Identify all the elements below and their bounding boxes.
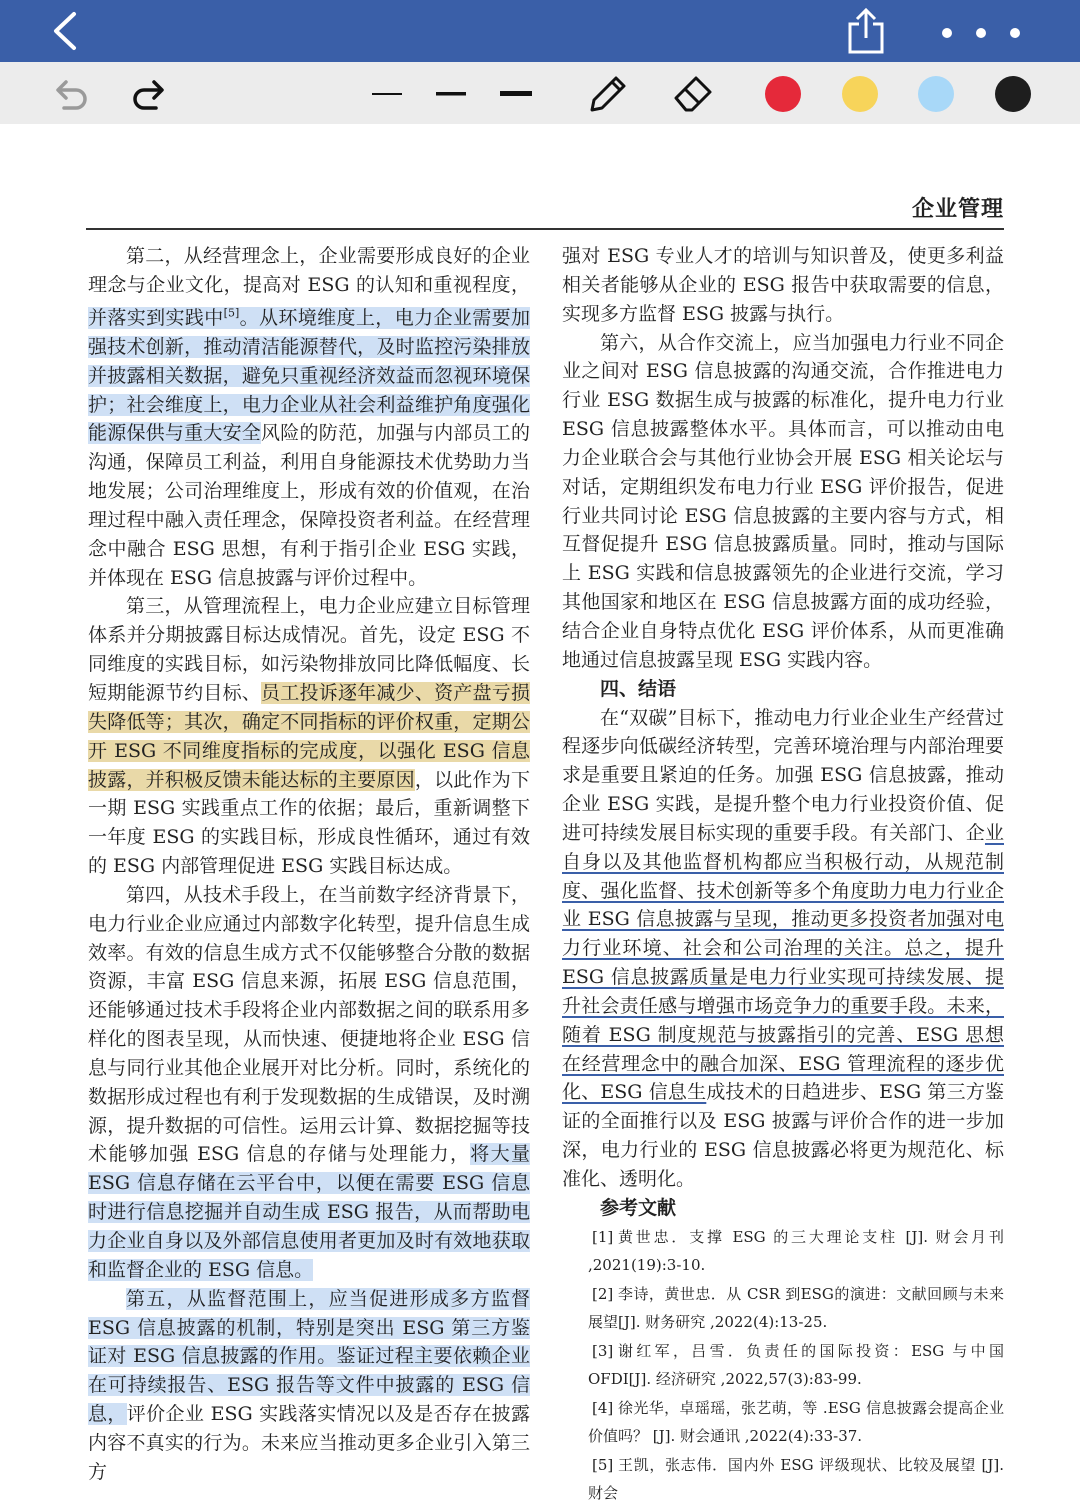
paragraph: 第六，从合作交流上，应当加强电力行业不同企业之间对 ESG 信息披露的沟通交流，合作推进电力行业 ESG 数据生成与披露的标准化，提升电力行业 ESG 信息披露整体水平。具体而言，可以推动由电力企业联合会与其他行业协会开展 ESG 相关论坛与对话，定期组织发布电力行业 ESG 评价报告，促进行业共同讨论 ESG 信息披露的主要内容与方式，相互督促提升 ESG 信息披露质量。同时，推动与国际上 ESG 实践和信息披露领先的企业进行交流，学习其他国家和地区在 ESG 信息披露方面的成功经验，结合企业自身特点优化 ESG 评价体系，从而更准确地通过信息披露呈现 ESG 实践内容。 [562,331,1004,671]
redo-icon[interactable] [130,74,170,114]
highlight-yellow[interactable]: 员工投诉逐年减少、资产盘亏损失降低等；其次，确定不同指标的评价权重，定期公开 ESG 不同维度指标的完成度，以强化 ESG 信息披露，并积极反馈未能达标的主要原因 [88,681,530,791]
color-red-swatch[interactable] [765,76,801,112]
stroke-thick-button[interactable] [498,82,534,106]
reference-item [562,1337,1004,1394]
highlight-blue[interactable]: 将大量 ESG 信息存储在云平台中，以便在需要 ESG 信息时进行信息挖掘并自动生成 ESG 报告，从而帮助电力企业自身以及外部信息使用者更加及时有效地获取和监督企业的 ESG 信息。 [88,1143,530,1281]
reference-number: [5] [592,1455,614,1474]
text-run: 在“双碳”目标下，推动电力行业企业生产经营过程逐步向低碳经济转型，完善环境治理与内部治理要求是重要且紧迫的任务。加强 ESG 信息披露，推动企业 ESG 实践，是提升整个电力行业投资价值、促进可持续发展目标实现的重要手段。有关部门、企 [562,706,1004,844]
eraser-icon[interactable] [670,70,716,116]
header-rule [86,228,1004,230]
paragraph [88,881,530,1285]
reference-number: [1] [592,1227,614,1246]
reference-number: [3] [592,1341,614,1360]
references-title: 参考文献 [600,1196,677,1219]
text-run: 风险的防范，加强与内部员工的沟通，保障员工利益，利用自身能源技术优势助力当地发展；公司治理维度上，形成有效的价值观，在治理过程中融入责任理念，保障投资者利益。在经营理念中融合 ESG 思想，有利于指引企业 ESG 实践，并体现在 ESG 信息披露与评价过程中。 [88,422,530,589]
paragraph [562,704,1004,1194]
text-run: 第二，从经营理念上，企业需要形成良好的企业理念与企业文化，提高对 ESG 的认知和重视程度， [88,245,530,296]
reference-number: [4] [592,1398,614,1417]
text-run: 第四，从技术手段上，在当前数字经济背景下，电力行业企业应通过内部数字化转型，提升信息生成效率。有效的信息生成方式不仅能够整合分散的数据资源，丰富 ESG 信息来源，拓展 ESG 信息范围，还能够通过技术手段将企业内部数据之间的联系用多样化的图表呈现，从而快速、便捷地将企业 ESG 信息与同行业其他企业展开对比分析。同时，系统化的数据形成过程也有利于发现数据的生成错误，及时溯源，提升数据的可信性。运用云计算、数据挖掘等技术能够加强 ESG 信息的存储与处理能力， [88,883,530,1166]
chevron-left-icon[interactable] [44,8,90,54]
reference-text: 徐光华，卓瑶瑶，张艺萌，等 .ESG 信息披露会提高企业价值吗？ [J]. 财会通讯 ,2022(4):33-37. [588,1398,1004,1446]
reference-item [562,1223,1004,1280]
right-column [562,242,1004,1508]
underline-annotation[interactable]: 业自身以及其他监督机构都应当积极行动，从规范制度、强化监督、技术创新等多个角度助力电力行业企业 ESG 信息披露与呈现，推动更多投资者加强对电力行业环境、社会和公司治理的关注。总之，提升 ESG 信息披露质量是电力行业实现可持续发展、提升社会责任感与增强市场竞争力的重要手段。未来，随着 ESG 制度规范与披露指引的完善、ESG 思想在经营理念中的融合加深、ESG 管理流程的逐步优化、ESG 信息生 [562,821,1004,1104]
text-run: 并落实到实践中 [88,307,224,330]
stroke-medium-button[interactable] [434,82,468,106]
more-dots-icon[interactable] [930,18,1040,48]
text-run: 。从环境维度上，电力企业需要加强技术创新，推动清洁能源替代，及时监控污染排放并披露相关数据，避免只重视经济效益而忽视环境保护；社会维度上，电力企业从社会利益维护角度强化能源保供与重大安全 [88,307,530,445]
reference-text: 王凯，张志伟．国内外 ESG 评级现状、比较及展望 [J]. 财会 [588,1455,1004,1503]
citation: [5] [223,306,240,320]
text-run: 第三，从管理流程上，电力企业应建立目标管理体系并分期披露目标达成情况。首先，设定 ESG 不同维度的实践目标，如污染物排放同比降低幅度、长短期能源节约目标、 [88,595,530,704]
paragraph [88,592,530,880]
reference-number: [2] [592,1284,614,1303]
color-lightblue-swatch[interactable] [918,76,954,112]
reference-text: 李诗，黄世忠．从 CSR 到ESG的演进：文献回顾与未来展望[J]. 财务研究 ,2022(4):13-25. [588,1284,1004,1332]
share-icon[interactable] [842,6,890,56]
pen-icon[interactable] [584,70,630,116]
reference-text: 黄世忠．支撑 ESG 的三大理论支柱 [J]. 财会月刊 ,2021(19):3-10. [588,1227,1004,1275]
paragraph [88,242,530,592]
paragraph [88,1285,530,1487]
color-yellow-swatch[interactable] [842,76,878,112]
top-app-bar [0,0,1080,62]
highlight-blue[interactable]: 第五，从监督范围上，应当促进形成多方监督 ESG 信息披露的机制，特别是突出 ESG 第三方鉴证对 ESG 信息披露的作用。鉴证过程主要依赖企业在可持续报告、ESG 报告等文件中披露的 ESG 信息， [88,1287,530,1426]
reference-item [562,1280,1004,1337]
section-title: 企业管理 [911,196,1004,222]
text-run: 评价企业 ESG 实践落实情况以及是否存在披露内容不真实的行为。未来应当推动更多企业引入第三方 [88,1403,530,1483]
color-black-swatch[interactable] [995,76,1031,112]
text-run: 成技术的日趋进步、ESG 第三方鉴证的全面推行以及 ESG 披露与评价合作的进一步加深，电力行业的 ESG 信息披露必将更为规范化、标准化、透明化。 [562,1081,1005,1190]
reference-item [562,1394,1004,1451]
stroke-thin-button[interactable] [370,82,404,106]
reference-text: 谢红军，吕雪．负责任的国际投资：ESG 与中国 OFDI[J]. 经济研究 ,2022,57(3):83-99. [588,1341,1004,1389]
undo-icon[interactable] [50,74,90,114]
paragraph: 强对 ESG 专业人才的培训与知识普及，使更多利益相关者能够从企业的 ESG 报告中获取需要的信息，实现多方监督 ESG 披露与执行。 [562,245,1004,325]
text-run: ，以此作为下一期 ESG 实践重点工作的依据；最后，重新调整下一年度 ESG 的实践目标，形成良性循环，通过有效的 ESG 内部管理促进 ESG 实践目标达成。 [88,768,530,878]
section-heading: 四、结语 [600,677,677,700]
left-column [88,242,530,1487]
reference-item [562,1451,1004,1508]
